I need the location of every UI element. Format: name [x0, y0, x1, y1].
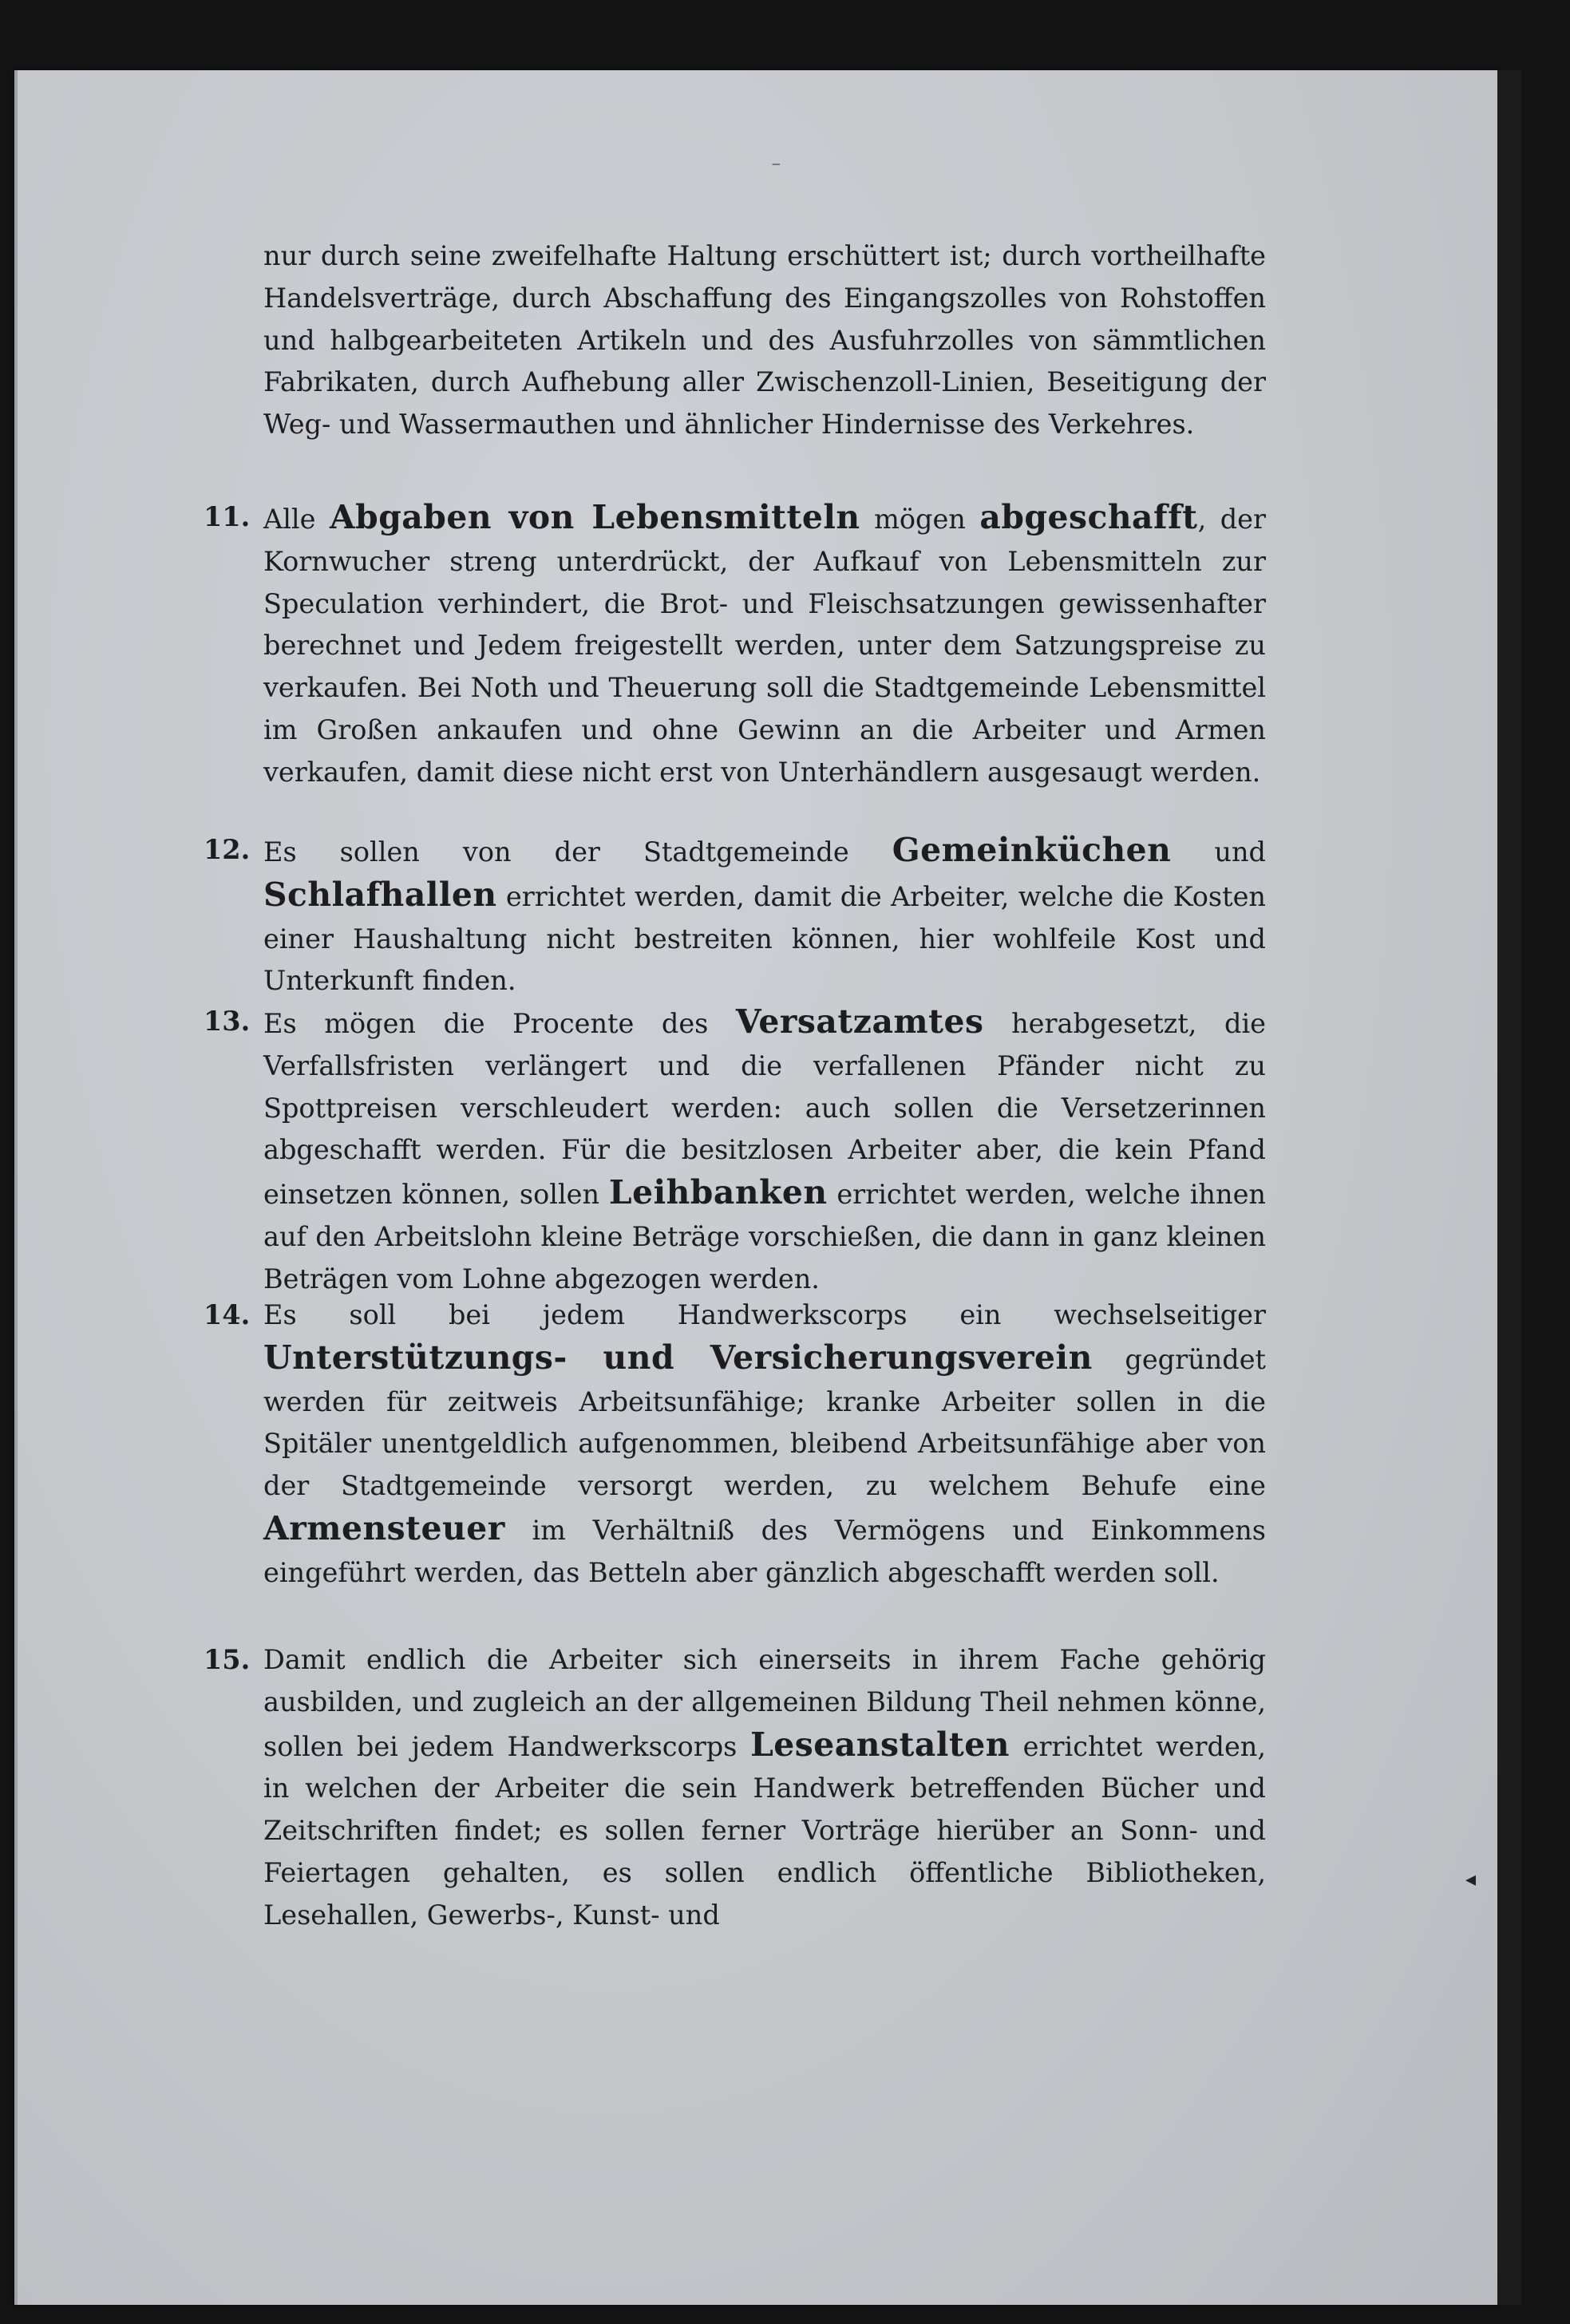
- emphasis: Armensteuer: [263, 1508, 505, 1547]
- margin-mark: ◂: [1465, 1868, 1477, 1891]
- paragraph-14: 14. Es soll bei jedem Handwerkscorps ein wechselseitiger Unterstützungs- und Versicherungsverein gegründet werden für zeitweis Arbeitsunfähige; kranke Arbeiter sollen in die Spitäler unentgeldlich aufgenommen, bleibend Arbeitsunfähige aber von der Stadtgemeinde versorgt werden, zu welchem Behufe eine Armensteuer im Verhältniß des Vermögens und Einkommens eingeführt werden, das Betteln aber gänzlich abgeschafft werden soll.: [263, 1294, 1266, 1595]
- emphasis: Unterstützungs- und Versicherungsverein: [263, 1338, 1093, 1377]
- paragraph-number: 15.: [204, 1644, 251, 1675]
- emphasis: Leihbanken: [608, 1173, 828, 1212]
- paragraph-13: 13. Es mögen die Procente des Versatzamtes herabgesetzt, die Verfallsfristen verlängert und die verfallenen Pfänder nicht zu Spottpreisen verschleudert werden: auch sollen die Versetzerinnen abgeschafft werden. Für die besitzlosen Arbeiter aber, die kein Pfand einsetzen können, sollen Leihbanken errichtet werden, welche ihnen auf den Arbeitslohn kleine Beträge vorschießen, die dann in ganz kleinen Beträgen vom Lohne abgezogen werden.: [204, 1002, 1267, 1294]
- paragraph-number: 13.: [204, 1006, 251, 1037]
- paragraph-number: 14.: [204, 1299, 251, 1330]
- scan-edge: [1497, 70, 1521, 2305]
- emphasis: Gemeinküchen: [892, 831, 1172, 869]
- paragraph-12: 12. Es sollen von der Stadtgemeinde Gemeinküchen und Schlafhallen errichtet werden, damit die Arbeiter, welche die Kosten einer Haushaltung nicht bestreiten können, hier wohlfeile Kost und Unterkunft finden.: [204, 831, 1266, 997]
- intro-paragraph: nur durch seine zweifelhafte Haltung erschüttert ist; durch vortheilhafte Handelsverträge, durch Abschaffung des Eingangszolles von Rohstoffen und halbgearbeiteten Artikeln und des Ausfuhrzolles von sämmtlichen Fabrikaten, durch Aufhebung aller Zwischenzoll-Linien, Beseitigung der Weg- und Wassermauthen und ähnlicher Hindernisse des Verkehres.: [263, 240, 1266, 441]
- ink-mark: ⁻: [771, 156, 781, 179]
- paragraph-number: 12.: [204, 834, 251, 865]
- emphasis: Leseanstalten: [750, 1725, 1010, 1764]
- emphasis: Versatzamtes: [735, 1002, 984, 1041]
- emphasis: Schlafhallen: [263, 875, 497, 914]
- paragraph-11: 11. Alle Abgaben von Lebensmitteln mögen abgeschafft, der Kornwucher streng unterdrückt, der Aufkauf von Lebensmitteln zur Speculation verhindert, die Brot- und Fleischsatzungen gewissenhafter berechnet und Jedem freigestellt werden, unter dem Satzungspreise zu verkaufen. Bei Noth und Theuerung soll die Stadtgemeinde Lebensmittel im Großen ankaufen und ohne Gewinn an die Arbeiter und Armen verkaufen, damit diese nicht erst von Unterhändlern ausgesaugt werden.: [204, 498, 1266, 788]
- paragraph-15: 15. Damit endlich die Arbeiter sich einerseits in ihrem Fache gehörig ausbilden, und zugleich an der allgemeinen Bildung Theil nehmen könne, sollen bei jedem Handwerkscorps Leseanstalten errichtet werden, in welchen der Arbeiter die sein Handwerk betreffenden Bücher und Zeitschriften findet; es sollen ferner Vorträge hierüber an Sonn- und Feiertagen gehalten, es sollen endlich öffentliche Bibliotheken, Lesehallen, Gewerbs-, Kunst- und: [263, 1639, 1266, 1937]
- emphasis: Abgaben von Lebensmitteln: [329, 498, 860, 536]
- paragraph-number: 11.: [204, 501, 251, 532]
- emphasis: abgeschafft: [979, 498, 1198, 536]
